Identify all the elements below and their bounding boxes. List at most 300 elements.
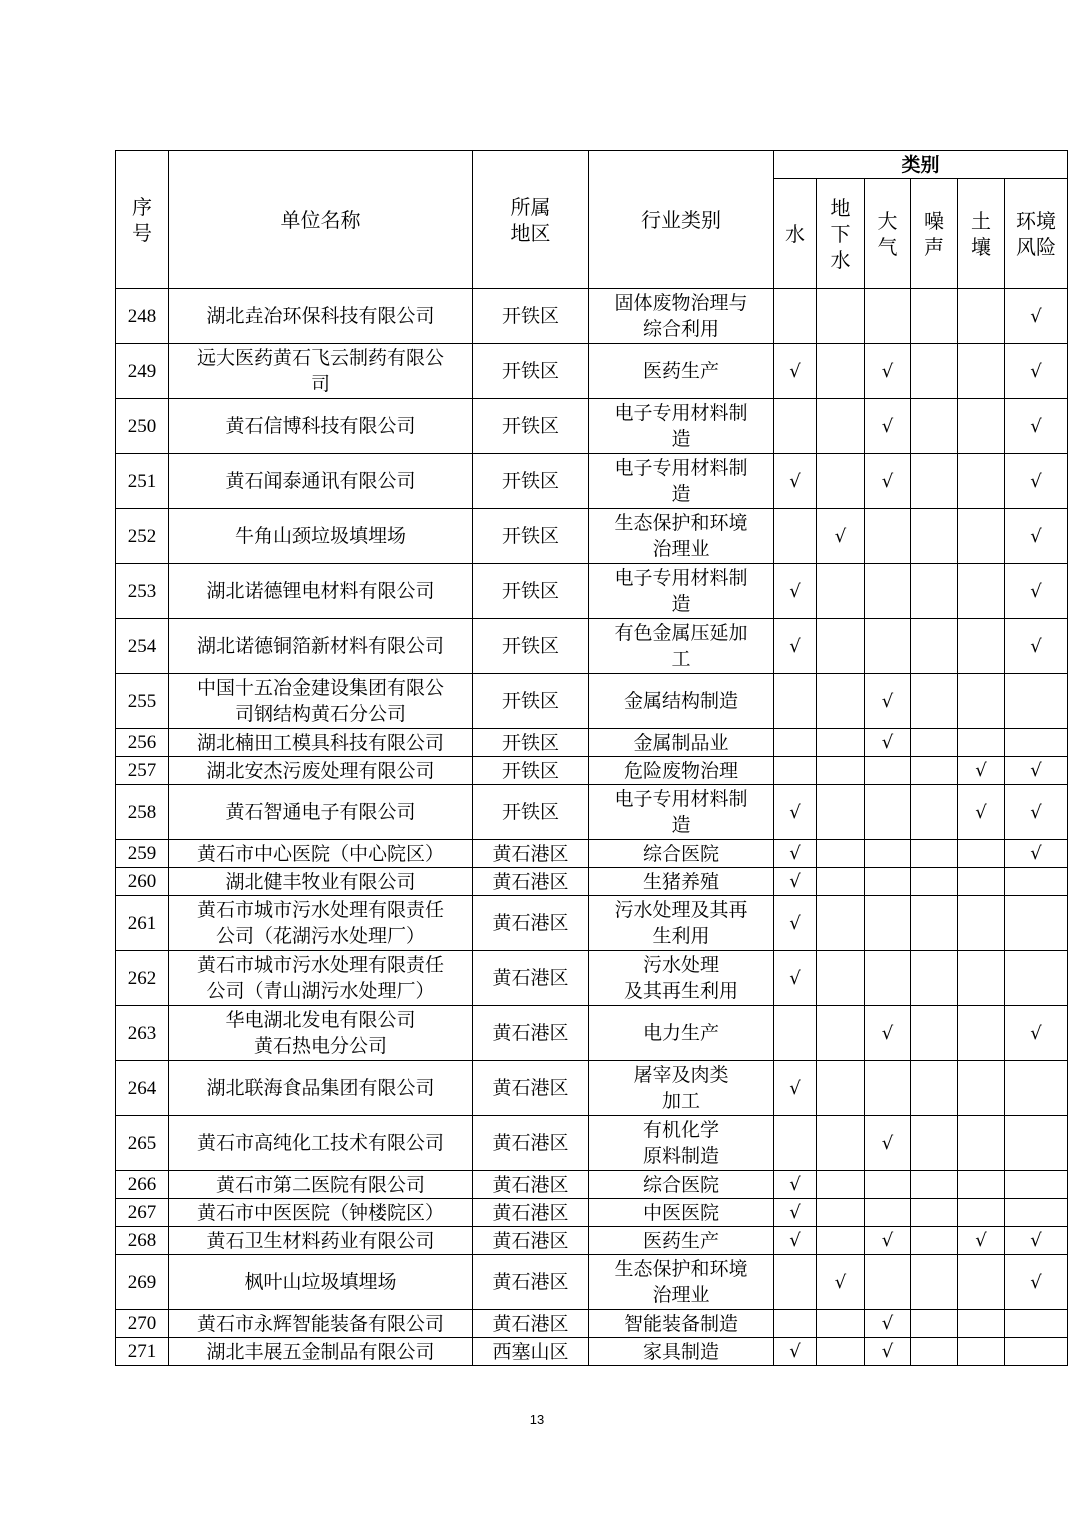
table-row (116, 399, 1068, 454)
category-cell (911, 1171, 958, 1199)
category-cell (774, 1199, 817, 1227)
check-mark-icon: √ (1030, 801, 1042, 823)
category-cell (911, 619, 958, 674)
row-index-text: 258 (127, 801, 157, 823)
table-row (116, 1338, 1068, 1366)
row-industry (589, 757, 774, 785)
category-cell (817, 509, 865, 564)
header-index: 序 号 (116, 151, 169, 289)
row-district (473, 454, 589, 509)
category-cell (911, 399, 958, 454)
category-cell (865, 1171, 911, 1199)
header-noise: 噪 声 (911, 179, 958, 289)
row-industry (589, 840, 774, 868)
row-district (473, 1116, 589, 1171)
check-mark-icon: √ (1030, 360, 1042, 382)
check-mark-icon: √ (789, 801, 801, 823)
category-cell (958, 1310, 1005, 1338)
category-cell (774, 674, 817, 729)
check-mark-icon: √ (1030, 1022, 1042, 1044)
row-index (116, 868, 169, 896)
category-cell (865, 896, 911, 951)
category-cell (958, 785, 1005, 840)
category-cell (774, 564, 817, 619)
row-industry (589, 1255, 774, 1310)
category-cell (774, 1227, 817, 1255)
check-mark-icon: √ (789, 967, 801, 989)
category-cell (1005, 1310, 1068, 1338)
category-cell (865, 729, 911, 757)
category-cell (958, 289, 1005, 344)
row-index (116, 1255, 169, 1310)
header-district: 所属 地区 (473, 151, 589, 289)
row-district-text: 黄石港区 (492, 842, 569, 865)
row-index (116, 344, 169, 399)
row-name (169, 1199, 473, 1227)
category-cell (911, 1227, 958, 1255)
row-name (169, 1006, 473, 1061)
row-name-text: 中国十五冶金建设集团有限公 司钢结构黄石分公司 (196, 677, 444, 725)
category-cell (958, 1171, 1005, 1199)
category-cell (865, 509, 911, 564)
row-name (169, 785, 473, 840)
category-cell (1005, 1171, 1068, 1199)
row-industry (589, 399, 774, 454)
row-name-text: 湖北健丰牧业有限公司 (225, 870, 416, 893)
row-industry-text: 综合医院 (642, 842, 719, 865)
check-mark-icon: √ (1030, 305, 1042, 327)
category-cell (865, 840, 911, 868)
row-district-text: 开铁区 (501, 690, 559, 712)
row-index-text: 263 (127, 1022, 157, 1044)
category-cell (774, 1255, 817, 1310)
row-industry-text: 生猪养殖 (642, 870, 719, 893)
table-row (116, 1227, 1068, 1255)
row-index-text: 267 (127, 1202, 157, 1223)
check-mark-icon: √ (789, 871, 801, 892)
category-cell (865, 868, 911, 896)
row-name (169, 454, 473, 509)
header-category: 类别 (774, 151, 1068, 179)
row-district (473, 674, 589, 729)
row-industry (589, 1227, 774, 1255)
check-mark-icon: √ (1030, 635, 1042, 657)
row-industry-text: 智能装备制造 (623, 1312, 738, 1335)
category-cell (865, 1006, 911, 1061)
row-industry (589, 674, 774, 729)
table-row (116, 868, 1068, 896)
row-index (116, 785, 169, 840)
table-row (116, 757, 1068, 785)
row-district-text: 开铁区 (501, 635, 559, 657)
row-name (169, 1338, 473, 1366)
category-cell (774, 1338, 817, 1366)
header-env-risk: 环境 风险 (1005, 179, 1068, 289)
category-cell (1005, 1199, 1068, 1227)
row-index-text: 268 (127, 1230, 157, 1251)
row-industry-text: 固体废物治理与 综合利用 (614, 292, 748, 340)
check-mark-icon: √ (881, 1313, 894, 1334)
row-index-text: 259 (127, 843, 157, 864)
category-cell (817, 1255, 865, 1310)
category-cell (865, 1227, 911, 1255)
row-district-text: 黄石港区 (492, 1022, 569, 1044)
category-cell (865, 1116, 911, 1171)
category-cell (865, 454, 911, 509)
category-cell (1005, 619, 1068, 674)
category-cell (865, 619, 911, 674)
category-cell (774, 1171, 817, 1199)
category-cell (774, 1061, 817, 1116)
category-cell (911, 674, 958, 729)
row-district (473, 564, 589, 619)
row-industry (589, 785, 774, 840)
row-industry (589, 1061, 774, 1116)
row-district (473, 785, 589, 840)
check-mark-icon: √ (789, 580, 801, 602)
row-industry-text: 电子专用材料制 造 (614, 402, 748, 450)
row-industry-text: 医药生产 (642, 360, 719, 382)
row-district (473, 1227, 589, 1255)
row-name (169, 1310, 473, 1338)
category-cell (817, 1116, 865, 1171)
row-name-text: 华电湖北发电有限公司 黄石热电分公司 (225, 1009, 416, 1057)
row-index (116, 896, 169, 951)
row-index-text: 254 (127, 635, 157, 657)
row-industry-text: 金属制品业 (633, 731, 729, 754)
table-row (116, 785, 1068, 840)
category-cell (1005, 840, 1068, 868)
row-index-text: 261 (127, 912, 157, 934)
row-district-text: 黄石港区 (492, 912, 569, 934)
row-index (116, 564, 169, 619)
row-name-text: 湖北安杰污废处理有限公司 (206, 759, 435, 782)
category-cell (911, 1116, 958, 1171)
row-industry (589, 1338, 774, 1366)
row-index-text: 266 (127, 1174, 157, 1195)
category-cell (911, 454, 958, 509)
category-cell (1005, 1116, 1068, 1171)
category-cell (1005, 1338, 1068, 1366)
table-row (116, 289, 1068, 344)
check-mark-icon: √ (881, 415, 894, 437)
row-district (473, 729, 589, 757)
category-cell (1005, 399, 1068, 454)
row-industry (589, 289, 774, 344)
row-index (116, 757, 169, 785)
check-mark-icon: √ (881, 1341, 894, 1362)
category-cell (774, 729, 817, 757)
row-name-text: 湖北诺德铜箔新材料有限公司 (196, 635, 444, 657)
category-cell (774, 344, 817, 399)
row-name-text: 黄石市城市污水处理有限责任 公司（青山湖污水处理厂） (196, 954, 444, 1002)
category-cell (911, 509, 958, 564)
row-district-text: 开铁区 (501, 580, 559, 602)
table-row (116, 1310, 1068, 1338)
row-index-text: 265 (127, 1132, 157, 1154)
row-industry-text: 电力生产 (642, 1022, 719, 1044)
category-cell (958, 1199, 1005, 1227)
row-district (473, 896, 589, 951)
category-cell (911, 1338, 958, 1366)
category-cell (817, 785, 865, 840)
row-industry-text: 综合医院 (642, 1173, 719, 1196)
category-cell (774, 951, 817, 1006)
row-index-text: 249 (127, 360, 157, 382)
row-index (116, 840, 169, 868)
category-cell (817, 896, 865, 951)
row-industry (589, 1006, 774, 1061)
row-index-text: 260 (127, 871, 157, 892)
row-industry (589, 344, 774, 399)
check-mark-icon: √ (1030, 760, 1042, 781)
row-industry (589, 1116, 774, 1171)
row-district-text: 开铁区 (501, 470, 559, 492)
check-mark-icon: √ (789, 1341, 801, 1362)
row-name (169, 564, 473, 619)
row-industry-text: 屠宰及肉类 加工 (633, 1064, 729, 1112)
category-cell (911, 757, 958, 785)
table-row (116, 1171, 1068, 1199)
row-index (116, 951, 169, 1006)
category-cell (817, 868, 865, 896)
category-cell (1005, 509, 1068, 564)
check-mark-icon: √ (975, 1230, 987, 1251)
page-number: 13 (529, 1412, 545, 1427)
row-district-text: 开铁区 (501, 305, 559, 327)
table-body (116, 289, 1068, 1366)
category-cell (1005, 289, 1068, 344)
row-name (169, 619, 473, 674)
category-cell (911, 1255, 958, 1310)
category-cell (865, 785, 911, 840)
check-mark-icon: √ (881, 1230, 894, 1251)
row-name (169, 951, 473, 1006)
row-district (473, 1338, 589, 1366)
row-name (169, 344, 473, 399)
check-mark-icon: √ (789, 470, 801, 492)
row-name (169, 840, 473, 868)
row-district-text: 开铁区 (501, 415, 559, 437)
category-cell (911, 1199, 958, 1227)
row-index-text: 248 (127, 305, 157, 327)
row-name-text: 湖北丰展五金制品有限公司 (206, 1340, 435, 1363)
category-cell (958, 840, 1005, 868)
category-cell (1005, 896, 1068, 951)
category-cell (865, 1061, 911, 1116)
category-cell (911, 785, 958, 840)
category-cell (1005, 951, 1068, 1006)
row-index-text: 269 (127, 1271, 157, 1293)
category-cell (865, 951, 911, 1006)
row-index-text: 252 (127, 525, 157, 547)
category-cell (817, 1338, 865, 1366)
row-district-text: 黄石港区 (492, 1173, 569, 1196)
table-row (116, 674, 1068, 729)
category-cell (774, 399, 817, 454)
category-cell (865, 564, 911, 619)
row-name (169, 757, 473, 785)
category-cell (1005, 1255, 1068, 1310)
header-groundwater: 地 下 水 (817, 179, 865, 289)
check-mark-icon: √ (975, 801, 987, 823)
category-cell (958, 674, 1005, 729)
category-cell (1005, 785, 1068, 840)
row-name-text: 黄石市高纯化工技术有限公司 (196, 1132, 444, 1154)
row-name-text: 黄石闻泰通讯有限公司 (225, 470, 416, 492)
table-row (116, 1255, 1068, 1310)
check-mark-icon: √ (1030, 580, 1042, 602)
row-district (473, 1061, 589, 1116)
category-cell (911, 840, 958, 868)
check-mark-icon: √ (834, 525, 847, 547)
row-name (169, 1227, 473, 1255)
category-cell (958, 1006, 1005, 1061)
category-cell (958, 951, 1005, 1006)
row-industry-text: 电子专用材料制 造 (614, 457, 748, 505)
category-cell (817, 1310, 865, 1338)
category-cell (817, 674, 865, 729)
check-mark-icon: √ (881, 360, 894, 382)
row-index (116, 1310, 169, 1338)
check-mark-icon: √ (1030, 470, 1042, 492)
category-cell (911, 896, 958, 951)
row-industry (589, 729, 774, 757)
check-mark-icon: √ (881, 1132, 894, 1154)
row-name (169, 289, 473, 344)
category-cell (774, 619, 817, 674)
row-district (473, 1171, 589, 1199)
row-district-text: 黄石港区 (492, 1077, 569, 1099)
category-cell (817, 757, 865, 785)
category-cell (1005, 729, 1068, 757)
row-industry (589, 868, 774, 896)
category-cell (774, 896, 817, 951)
row-industry (589, 564, 774, 619)
category-cell (911, 1006, 958, 1061)
category-cell (774, 509, 817, 564)
row-name-text: 黄石市永辉智能装备有限公司 (196, 1312, 444, 1335)
check-mark-icon: √ (834, 1271, 847, 1293)
category-cell (774, 868, 817, 896)
category-cell (774, 1116, 817, 1171)
category-cell (911, 1310, 958, 1338)
row-district (473, 868, 589, 896)
category-cell (958, 454, 1005, 509)
row-index (116, 509, 169, 564)
row-industry (589, 619, 774, 674)
row-name (169, 896, 473, 951)
row-index-text: 271 (127, 1341, 157, 1362)
row-index (116, 1227, 169, 1255)
row-district (473, 1199, 589, 1227)
table-row (116, 896, 1068, 951)
row-name-text: 湖北联海食品集团有限公司 (206, 1077, 435, 1099)
row-industry (589, 509, 774, 564)
check-mark-icon: √ (1030, 525, 1042, 547)
category-cell (958, 399, 1005, 454)
check-mark-icon: √ (881, 470, 894, 492)
category-cell (865, 289, 911, 344)
row-district-text: 开铁区 (501, 759, 559, 782)
row-district (473, 1310, 589, 1338)
row-index (116, 1199, 169, 1227)
row-industry-text: 有色金属压延加 工 (614, 622, 748, 670)
row-index (116, 729, 169, 757)
category-cell (958, 619, 1005, 674)
category-cell (865, 674, 911, 729)
check-mark-icon: √ (975, 760, 987, 781)
row-index-text: 256 (127, 732, 157, 753)
category-cell (1005, 1227, 1068, 1255)
category-cell (1005, 757, 1068, 785)
row-index (116, 1116, 169, 1171)
row-district (473, 757, 589, 785)
category-cell (817, 289, 865, 344)
row-industry-text: 污水处理及其再 生利用 (614, 899, 748, 947)
row-name (169, 1171, 473, 1199)
row-industry-text: 家具制造 (642, 1340, 719, 1363)
category-cell (774, 289, 817, 344)
row-index (116, 674, 169, 729)
category-cell (958, 1255, 1005, 1310)
row-industry (589, 951, 774, 1006)
row-name-text: 黄石卫生材料药业有限公司 (206, 1229, 435, 1252)
row-name-text: 黄石智通电子有限公司 (225, 801, 416, 823)
row-industry (589, 454, 774, 509)
row-district-text: 黄石港区 (492, 1201, 569, 1224)
category-cell (911, 344, 958, 399)
row-name-text: 湖北垚冶环保科技有限公司 (206, 305, 435, 327)
category-cell (911, 564, 958, 619)
row-industry-text: 电子专用材料制 造 (614, 788, 748, 836)
category-cell (958, 1227, 1005, 1255)
category-cell (911, 729, 958, 757)
row-district-text: 黄石港区 (492, 1312, 569, 1335)
table-row (116, 344, 1068, 399)
check-mark-icon: √ (789, 1174, 801, 1195)
table-row (116, 619, 1068, 674)
row-index-text: 253 (127, 580, 157, 602)
check-mark-icon: √ (881, 690, 894, 712)
check-mark-icon: √ (881, 1022, 894, 1044)
category-cell (817, 564, 865, 619)
check-mark-icon: √ (1030, 415, 1042, 437)
row-district (473, 289, 589, 344)
category-cell (774, 454, 817, 509)
category-cell (817, 619, 865, 674)
category-cell (1005, 454, 1068, 509)
category-cell (958, 757, 1005, 785)
category-cell (774, 1310, 817, 1338)
table-row (116, 454, 1068, 509)
category-cell (1005, 564, 1068, 619)
row-district (473, 1255, 589, 1310)
table-row (116, 951, 1068, 1006)
row-district-text: 开铁区 (501, 731, 559, 754)
check-mark-icon: √ (789, 1202, 801, 1223)
category-cell (817, 951, 865, 1006)
category-cell (865, 757, 911, 785)
category-cell (958, 868, 1005, 896)
row-district-text: 西塞山区 (492, 1340, 569, 1363)
check-mark-icon: √ (789, 1230, 801, 1251)
row-industry-text: 金属结构制造 (623, 690, 738, 712)
row-district (473, 344, 589, 399)
category-cell (865, 1255, 911, 1310)
table-row (116, 729, 1068, 757)
category-cell (1005, 1061, 1068, 1116)
